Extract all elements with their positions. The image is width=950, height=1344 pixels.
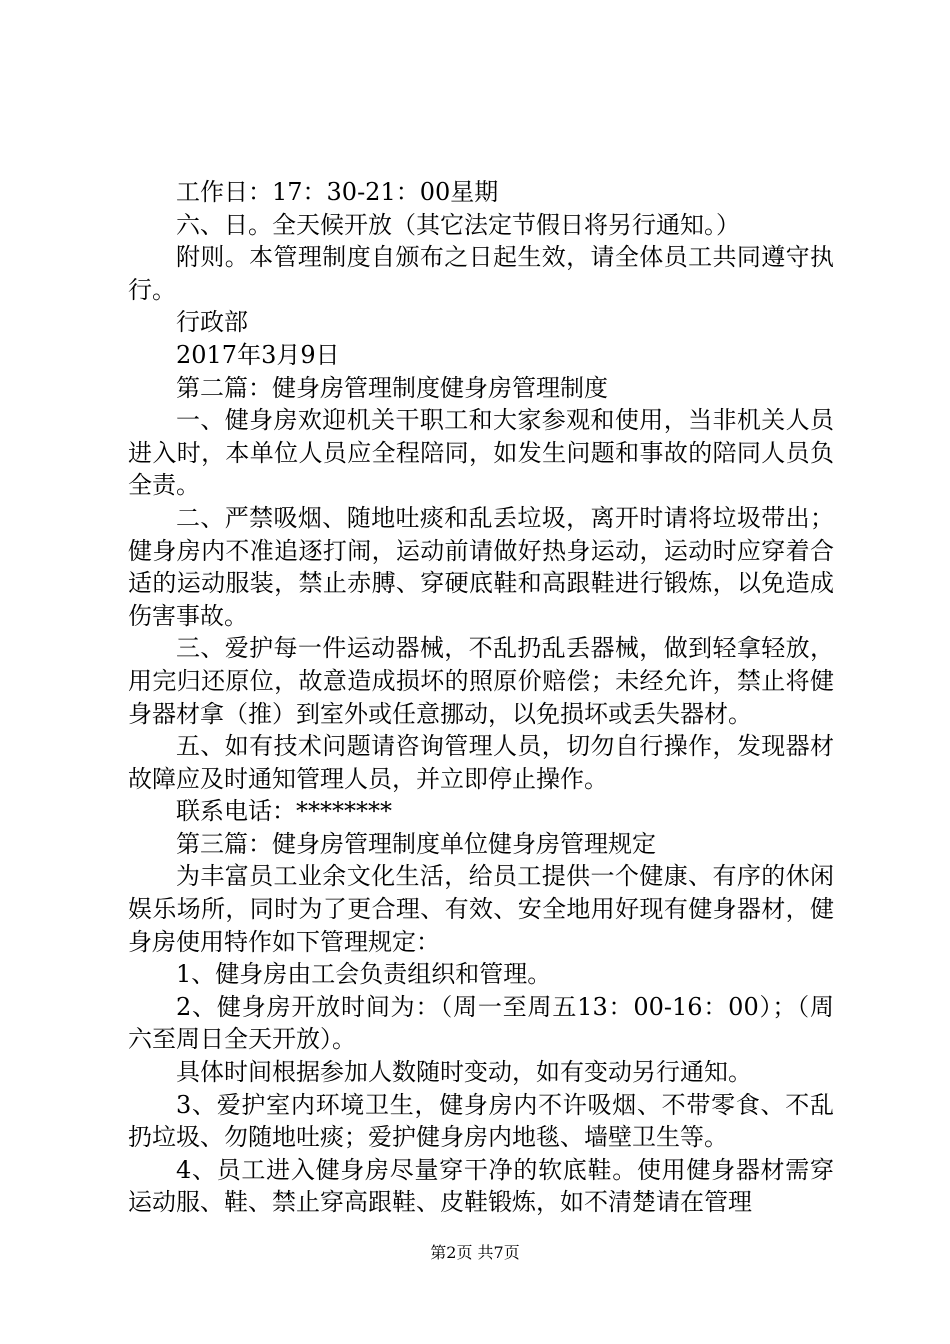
paragraph-14: 1、健身房由工会负责组织和管理。 <box>176 960 552 989</box>
paragraph-6: 第二篇：健身房管理制度健身房管理制度 <box>176 373 608 402</box>
paragraph-1: 工作日：17：30-21：00星期 <box>176 178 499 206</box>
document-body <box>128 176 834 1219</box>
paragraph-15: 2、健身房开放时间为：（周一至周五13：00-16：00）；（周六至周日全天开放）。 <box>128 992 834 1054</box>
page-number-footer: 第2页 共7页 <box>430 1243 520 1262</box>
paragraph-4: 行政部 <box>176 308 248 337</box>
paragraph-10: 五、如有技术问题请咨询管理人员，切勿自行操作，发现器材故障应及时通知管理人员，并立即停止操作。 <box>128 732 834 793</box>
paragraph-11: 联系电话：******** <box>176 797 392 826</box>
paragraph-13: 为丰富员工业余文化生活，给员工提供一个健康、有序的休闲娱乐场所，同时为了更合理、有效、安全地用好现有健身器材，健身房使用特作如下管理规定： <box>128 862 834 956</box>
paragraph-3: 附则。本管理制度自颁布之日起生效，请全体员工共同遵守执行。 <box>128 243 834 304</box>
paragraph-5: 2017年3月9日 <box>176 340 340 369</box>
paragraph-16: 具体时间根据参加人数随时变动，如有变动另行通知。 <box>176 1058 752 1087</box>
paragraph-7: 一、健身房欢迎机关干职工和大家参观和使用，当非机关人员进入时，本单位人员应全程陪同，如发生问题和事故的陪同人员负全责。 <box>128 406 834 500</box>
paragraph-8: 二、严禁吸烟、随地吐痰和乱丢垃圾，离开时请将垃圾带出；健身房内不准追逐打闹，运动前请做好热身运动，运动时应穿着合适的运动服装，禁止赤膊、穿硬底鞋和高跟鞋进行锻炼，以免造成伤害事故。 <box>128 503 834 630</box>
paragraph-9: 三、爱护每一件运动器械，不乱扔乱丢器械，做到轻拿轻放，用完归还原位，故意造成损坏的照原价赔偿；未经允许，禁止将健身器材拿（推）到室外或任意挪动，以免损坏或丢失器材。 <box>128 634 834 728</box>
paragraph-2: 六、日。全天候开放（其它法定节假日将另行通知。） <box>176 210 740 239</box>
paragraph-17: 3、爱护室内环境卫生，健身房内不许吸烟、不带零食、不乱扔垃圾、勿随地吐痰；爱护健身房内地毯、墙壁卫生等。 <box>128 1090 834 1152</box>
paragraph-12: 第三篇：健身房管理制度单位健身房管理规定 <box>176 829 656 858</box>
paragraph-18: 4、员工进入健身房尽量穿干净的软底鞋。使用健身器材需穿运动服、鞋、禁止穿高跟鞋、皮鞋锻炼，如不清楚请在管理 <box>128 1155 834 1217</box>
